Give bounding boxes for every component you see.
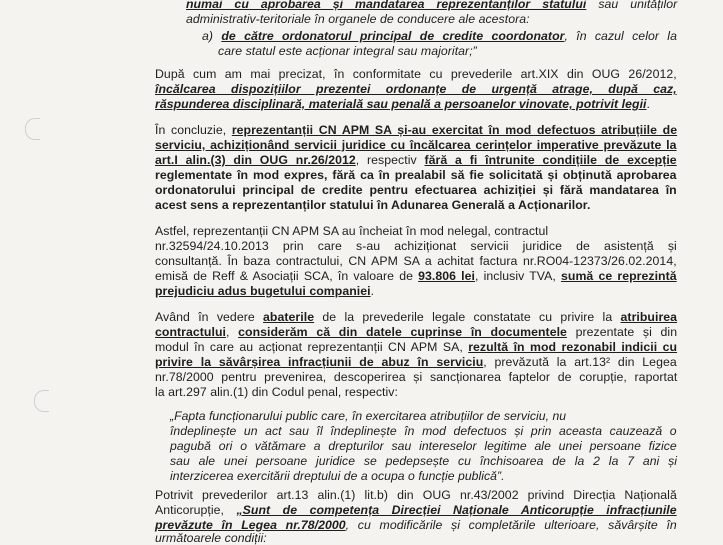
text-segment: , inclusiv TVA, [475,269,561,283]
text-line [186,0,677,11]
text-line [155,168,677,182]
text-segment: , în cazul celor la [564,29,677,43]
text-line [155,138,677,152]
text-segment: de către ordonatorul principal de credite coordonator [221,29,565,43]
text-segment: prevăzute în Legea nr.78/2000 [155,518,346,532]
text-segment: atribuirea [620,310,678,324]
text-segment: care statul este acționar integral sau majoritar;” [218,44,477,58]
text-segment: 93.806 lei [418,269,475,283]
text-line [155,385,398,399]
text-segment: modul în care au acționat reprezentanții CN APM SA, [155,340,469,354]
text-segment: prejudiciu adus bugetului companiei [155,284,371,298]
text-segment: îndeplinește un act sau îl îndeplinește în mod defectuos și prin aceasta cauzează o [170,424,677,438]
text-line [155,198,590,212]
text-segment: administrativ-teritoriale în organele de conducere ale acestora: [186,12,530,26]
text-segment: a) [202,29,222,43]
text-segment: reprezentanții CN APM SA și-au exercitat în mod defectuos atribuțiile de [231,123,678,137]
text-line [155,355,677,369]
text-segment: consultanță. În baza contractului, CN APM SA a achitat factura nr.RO04-12373/26.02.2014, [155,254,677,268]
text-segment: art.I alin.(3) din OUG nr.26/2012 [155,153,356,167]
text-segment: numai cu aprobarea și mandatarea reprezentanților statului [186,0,587,11]
text-segment: contractului [155,325,226,339]
text-segment: considerăm că din datele cuprinse în documentele [238,325,567,339]
text-line [155,224,548,238]
punch-hole-mark [25,118,40,140]
quote-line [170,469,505,483]
text-line [155,503,677,517]
text-line [155,254,677,268]
text-segment: „Fapta funcționarului public care, în exercitarea atribuțiilor de serviciu, nu [170,409,567,423]
text-segment: sumă ce reprezintă [561,269,677,283]
text-segment: În concluzie, [155,123,232,137]
quote-line [170,424,677,438]
text-segment: Astfel, reprezentanții CN APM SA au încheiat în mod nelegal, contractul [155,224,549,238]
quote-line [170,454,677,468]
text-segment: pagubă ori o vătămare a drepturilor sau intereselor legitime ale unei persoane fizice [170,439,677,453]
text-segment: nr.32594/24.10.2013 prin care s-au achiziționat servicii juridice de asistență și [155,239,677,253]
text-segment: interzicerea exercitării dreptului de a ocupa o funcție publică”. [170,469,505,483]
text-segment: . [646,97,650,111]
text-segment: , [225,325,239,339]
text-segment: Având în vedere [155,310,264,324]
text-line [155,67,677,81]
text-segment: emisă de Reff & Asociații SCA, în valoare de [155,269,419,283]
text-line [155,269,677,283]
quote-line [170,409,566,423]
text-line [155,488,677,502]
text-segment: . [370,284,375,298]
text-line [155,340,677,354]
text-segment: privire la săvârșirea infracțiunii de abuz în serviciu [155,355,484,369]
text-segment: După cum am mai precizat, în conformitate cu prevederile art.XIX din OUG 26/2012, [155,67,677,81]
text-segment: nr.78/2000 pentru prevenirea, descoperirea și sancționarea faptelor de corupție, raportat [155,370,678,384]
text-line [202,29,677,43]
text-segment: Potrivit prevederilor art.13 alin.(1) lit.b) din OUG nr.43/2002 privind Direcția Națională [155,488,677,502]
text-segment: reglementate în mod expres, fără ca în prealabil să fie solicitată și obținută aprobarea [155,168,677,182]
text-line [155,153,677,167]
text-segment: ordonatorului principal de credite pentru efectuarea achiziției și fără mandatarea în [155,183,677,197]
text-line [186,12,530,26]
text-line [155,325,677,339]
text-segment: prezentate și din [566,325,678,339]
text-segment: „Sunt de competența Direcției Naționale Anticorupție infracțiunile [236,503,677,517]
text-line [218,44,477,58]
text-line [155,518,677,532]
text-segment: acest sens a reprezentanților statului în Adunarea Generală a Acționarilor. [155,198,591,212]
text-segment: încălcarea dispozițiilor prezentei ordonanțe de urgență atrage, după caz, [155,82,677,96]
text-line [155,123,677,137]
text-line [155,531,267,545]
text-segment: următoarele condiții: [155,531,267,545]
text-line [155,183,677,197]
text-segment: serviciu, achiziționând servicii juridice cu încălcarea cerințelor imperative prevăzute la [155,138,677,152]
text-segment: Anticorupție, [155,503,237,517]
text-segment: , cu modificările și completările ulterioare, săvârșite în [345,518,677,532]
text-segment: fără a fi întrunite condițiile de excepție [424,153,677,167]
text-line [155,239,677,253]
text-segment: sau unităților [586,0,678,11]
text-line [155,310,677,324]
text-segment: abaterile [263,310,315,324]
text-segment: la art.297 alin.(1) din Codul penal, respectiv: [155,385,398,399]
quote-line [170,439,677,453]
text-segment: sau ale unei persoane juridice se pedepsește cu închisoarea de la 2 la 7 ani și [170,454,678,468]
punch-hole-mark [34,390,49,412]
text-line [155,284,374,298]
text-segment: răspunderea disciplinară, materială sau penală a persoanelor vinovate, potrivit legii [155,97,647,111]
text-segment: de la prevederile legale constatate cu privire la [314,310,621,324]
text-segment: , respectiv [355,153,425,167]
text-segment: rezultă în mod rezonabil indicii cu [468,340,678,354]
text-line [155,370,677,384]
text-line [155,97,650,111]
text-segment: , prevăzută la art.13² din Legea [483,355,677,369]
text-line [155,82,677,96]
